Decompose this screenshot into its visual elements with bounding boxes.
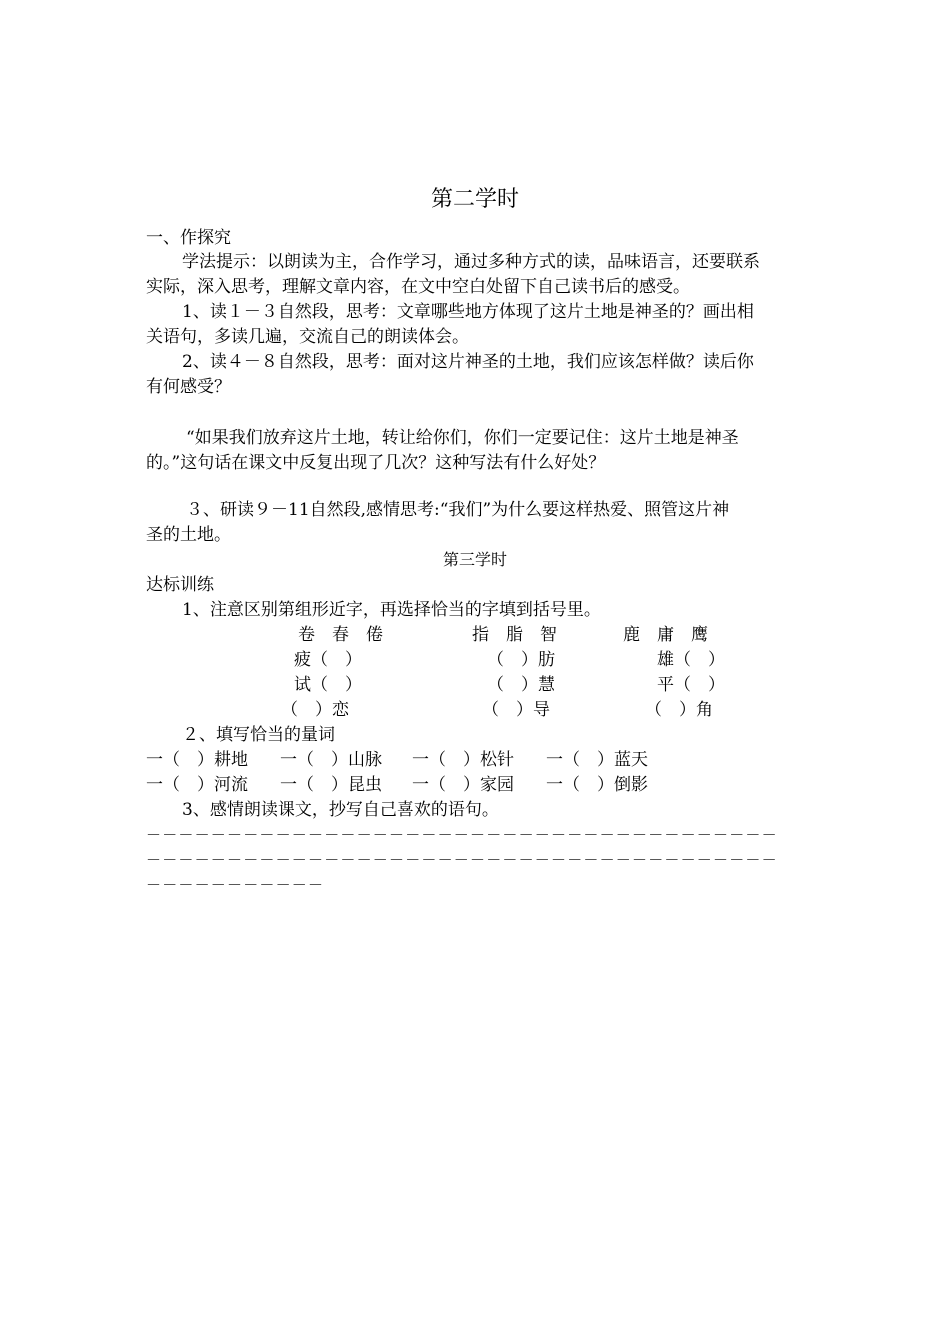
- question1-line1: 1、读１－３自然段，思考：文章哪些地方体现了这片土地是神圣的？画出相: [182, 302, 754, 322]
- question3-line2: 圣的土地。: [146, 525, 231, 545]
- study-tip-line2: 实际，深入思考，理解文章内容，在文中空白处留下自己读书后的感受。: [146, 277, 690, 297]
- measure-word-cell: 一（ ）松针: [412, 750, 514, 770]
- char-group-2: 指 脂 智: [472, 625, 557, 645]
- question2-line1: 2、读４－８自然段，思考：面对这片神圣的土地，我们应该怎样做？读后你: [182, 352, 754, 372]
- fill-cell: 雄（ ）: [657, 650, 725, 670]
- char-group-1: 卷 春 倦: [298, 625, 383, 645]
- exercise2-prompt: ２、填写恰当的量词: [182, 725, 335, 745]
- section1-heading: 一、作探究: [146, 228, 231, 248]
- fill-cell: （ ）导: [482, 700, 550, 720]
- answer-line: －－－－－－－－－－－－－－－－－－－－－－－－－－－－－－－－－－－－－－－: [146, 826, 778, 844]
- fill-cell: （ ）慧: [487, 675, 555, 695]
- question1-line2: 关语句，多读几遍，交流自己的朗读体会。: [146, 327, 469, 347]
- exercise3-prompt: 3、感情朗读课文，抄写自己喜欢的语句。: [182, 800, 499, 820]
- page-title: 第二学时: [430, 187, 519, 212]
- fill-cell: 疲（ ）: [294, 650, 362, 670]
- quote-line2: 的。”这句话在课文中反复出现了几次？这种写法有什么好处？: [146, 453, 606, 473]
- measure-word-cell: 一（ ）倒影: [546, 775, 648, 795]
- fill-cell: （ ）恋: [281, 700, 349, 720]
- section2-heading: 达标训练: [146, 575, 214, 595]
- answer-line: －－－－－－－－－－－－－－－－－－－－－－－－－－－－－－－－－－－－－－－: [146, 851, 778, 869]
- measure-word-cell: 一（ ）蓝天: [546, 750, 648, 770]
- measure-word-cell: 一（ ）昆虫: [280, 775, 382, 795]
- measure-word-cell: 一（ ）山脉: [280, 750, 382, 770]
- measure-word-cell: 一（ ）河流: [146, 775, 248, 795]
- study-tip-line1: 学法提示：以朗读为主，合作学习，通过多种方式的读，品味语言，还要联系: [182, 252, 760, 272]
- measure-word-cell: 一（ ）耕地: [146, 750, 248, 770]
- answer-line: －－－－－－－－－－－: [146, 876, 325, 894]
- char-group-3: 鹿 庸 鹰: [623, 625, 708, 645]
- subtitle: 第三学时: [442, 550, 507, 569]
- fill-cell: （ ）肪: [487, 650, 555, 670]
- exercise1-prompt: 1、注意区别第组形近字，再选择恰当的字填到括号里。: [182, 600, 601, 620]
- fill-cell: 试（ ）: [294, 675, 362, 695]
- quote-line1: “如果我们放弃这片土地，转让给你们，你们一定要记住：这片土地是神圣: [186, 428, 739, 448]
- question2-line2: 有何感受？: [146, 377, 231, 397]
- fill-cell: （ ）角: [645, 700, 713, 720]
- fill-cell: 平（ ）: [657, 675, 725, 695]
- question3-line1: ３、研读９－11自然段,感情思考:“我们”为什么要这样热爱、照管这片神: [186, 500, 730, 520]
- measure-word-cell: 一（ ）家园: [412, 775, 514, 795]
